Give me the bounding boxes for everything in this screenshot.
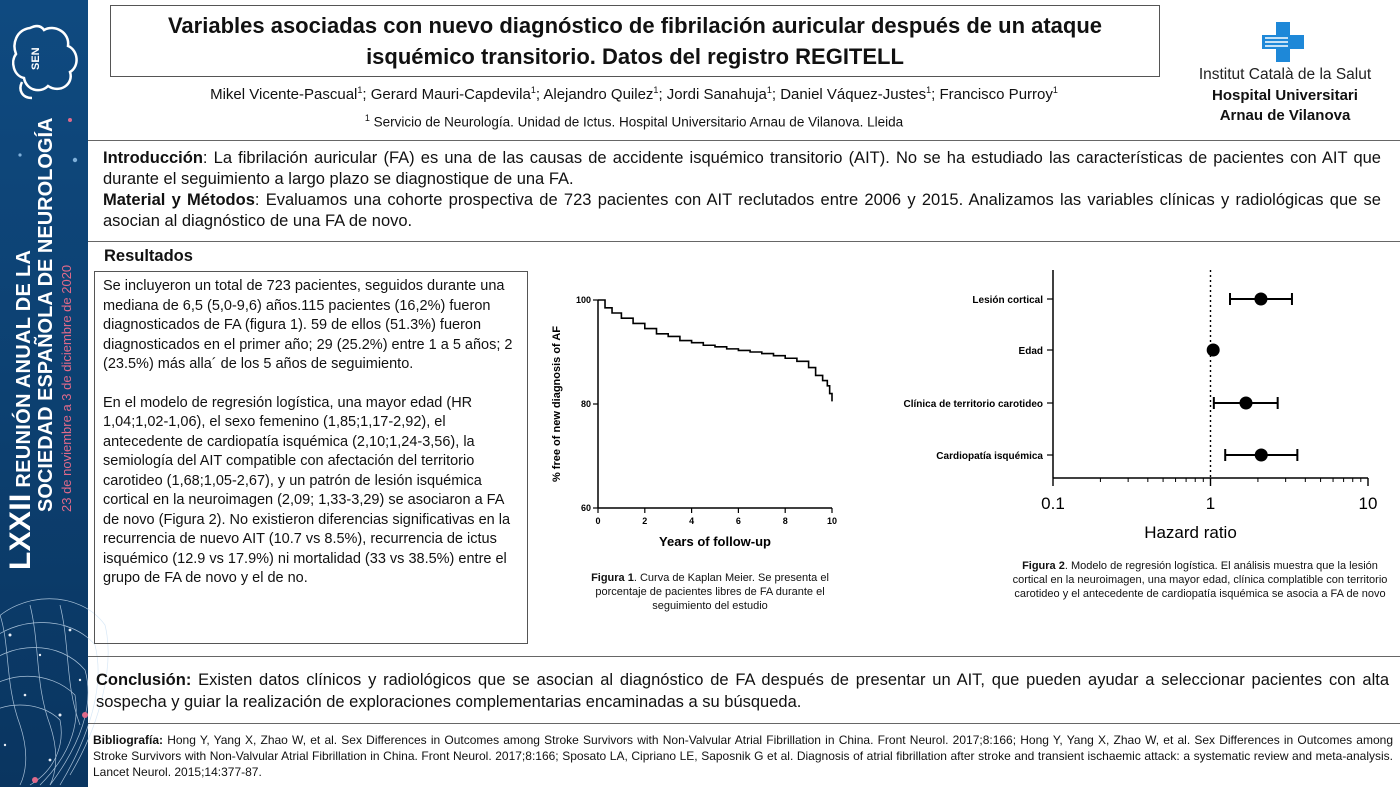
conclusion-section [96,669,1389,713]
divider [88,140,1400,141]
x-tick-label: 1 [1205,494,1216,513]
meeting-dates: 23 de noviembre a 3 de diciembre de 2020 [59,264,74,512]
author: Gerard Mauri-Capdevila [370,86,531,103]
y-tick-label: 100 [575,295,591,305]
meeting-line2: SOCIEDAD ESPAÑOLA DE NEUROLOGÍA [35,117,57,512]
kaplan-meier-chart [540,290,850,549]
conclusion-text: Existen datos clínicos y radiológicos que se asocian al diagnóstico de FA después de presentar un AIT, que pueden ayudar a seleccionar pacientes con alta sospecha y guiar la realización de exploraciones complementarias encaminadas a su búsqueda. [96,671,1389,711]
x-tick-label: 10 [1358,494,1378,513]
ics-cross-logo-icon [1262,22,1304,62]
author: Mikel Vicente-Pascual [210,86,358,103]
category-label: Edad [1018,346,1043,357]
intro-label: Introducción [103,149,203,167]
introduction-section [103,148,1381,232]
author: Francisco Purroy [939,86,1053,103]
hospital-name: Hospital Universitari Arnau de Vilanova [1212,87,1358,124]
y-axis-label: % free of new diagnosis of AF [551,325,563,483]
meeting-line1: REUNIÓN ANUAL DE LA [13,249,35,488]
results-paragraph-2: En el modelo de regresión logística, una mayor edad (HR 1,04;1,02-1,06), el sexo femenino (1,85;1,17-2,92), el antecedente de cardiopatía isquémica (2,10;1,24-3,56), la semiología del AIT compatible con afectación del territorio carotideo (1,68;1,05-2,67), y un patrón de lesión isquémica cortical en la neuroimagen (2,09; 1,33-3,29) se asociaron a FA de novo (Figura 2). No existieron diferencias significativas en la recurrencia de nuevo AIT (10.7 vs 8.5%), recurrencia de ictus isquémico (12.9 vs 17.9%) ni mortalidad (33 vs 38.5%) entre el grupo de FA de novo y el de no. [103,394,511,586]
affiliation: $^1$ Servicio de Neurología. Unidad de Ictus. Hospital Universitario Arnau de Vilanova. Lleida [364,113,904,130]
results-paragraph-1: Se incluyeron un total de 723 pacientes, seguidos durante una mediana de 6,5 (5,0-9,6) años.115 pacientes (16,2%) fueron diagnosticados de FA (figura 1). 59 de ellos (51.3%) fueron diagnosticados en el primer año; 29 (25.2%) entre 1 a 5 años; 2 (23.5%) más alla´ de los 5 años de seguimiento. [103,278,513,372]
survival-curve [598,300,832,401]
author: Alejandro Quilez [543,86,654,103]
meeting-title [4,117,74,570]
x-axis-label: Hazard ratio [1144,523,1237,542]
methods-text: : Evaluamos una cohorte prospectiva de 723 pacientes con AIT reclutados entre 2006 y 2015. Analizamos las variables clínicas y radiológicas que se asocian al diagnóstico de una FA de novo. [103,191,1381,230]
author: Jordi Sanahuja [666,86,767,103]
institution-name: Institut Català de la Salut [1198,66,1372,83]
divider [88,241,1400,242]
meeting-edition: LXXII [4,493,37,570]
bibliography-label: Bibliografía: [93,733,164,747]
y-tick-label: 80 [580,399,591,409]
figure2-caption: Figura 2. Modelo de regresión logística. El análisis muestra que la lesión cortical en la neuroimagen, una mayor edad, clínica complatible con territorio carotideo y el antecedente de cardiopatía isquémica se asocia a FA de novo [1012,560,1388,600]
hr-point [1207,344,1220,357]
forest-plot-chart [875,265,1390,550]
results-box [94,271,528,644]
sen-logo-icon [8,20,82,102]
hr-point [1239,397,1252,410]
author: Daniel Váquez-Justes [780,86,927,103]
results-heading: Resultados [104,247,193,265]
poster-title: Variables asociadas con nuevo diagnóstico de fibrilación auricular después de un ataque isquémico transitorio. Datos del registro REGITELL [167,13,1103,69]
x-tick-label: 0.1 [1041,494,1065,513]
divider [88,723,1400,724]
bibliography [93,732,1393,780]
methods-label: Material y Métodos [103,191,255,209]
category-label: Lesión cortical [972,295,1043,306]
x-tick-label: 8 [782,516,788,526]
intro-text: : La fibrilación auricular (FA) es una de las causas de accidente isquémico transitorio (AIT). No se ha estudiado las características de pacientes con AIT que durante el seguimiento a largo plazo se diagnostique de una FA. [103,149,1381,188]
category-label: Clínica de territorio carotideo [903,399,1043,410]
x-tick-label: 4 [689,516,695,526]
sidebar-banner [0,0,88,787]
poster-title-box [110,5,1160,77]
hr-point [1254,293,1267,306]
y-tick-label: 60 [580,503,591,513]
authors-line: Mikel Vicente-Pascual$^1$; Gerard Mauri-Capdevila$^1$; Alejandro Quilez$^1$; Jordi Sanahuja$^1$; Daniel Váquez-Justes$^1$; Francisco Purroy$^1$ [210,85,1058,103]
conclusion-label: Conclusión: [96,671,192,689]
category-label: Cardiopatía isquémica [936,451,1043,462]
x-axis-label: Years of follow-up [659,534,771,549]
hr-point [1255,449,1268,462]
x-tick-label: 10 [826,516,838,526]
sen-logo-text: SEN [30,47,42,70]
bibliography-text: Hong Y, Yang X, Zhao W, et al. Sex Differences in Outcomes among Stroke Survivors with Non-Valvular Atrial Fibrillation in China. Front Neurol. 2017;8:166; Hong Y, Yang X, Zhao W, et al. Sex Differences in Outcomes among Stroke Survivors with Non-Valvular Atrial Fibrillation in China. Front Neurol. 2017;8:166; Sposato LA, Cipriano LE, Saposnik G et al. Diagnosis of atrial fibrillation after stroke and transient ischaemic attack: a systematic review and meta-analysis. Lancet Neurol. 2015;14:377-87. [93,733,1393,779]
figure1-caption: Figura 1. Curva de Kaplan Meier. Se presenta el porcentaje de pacientes libres de FA durante el seguimiento del estudio [591,572,829,612]
x-tick-label: 0 [595,516,601,526]
x-tick-label: 2 [642,516,648,526]
divider [88,656,1400,657]
x-tick-label: 6 [735,516,741,526]
